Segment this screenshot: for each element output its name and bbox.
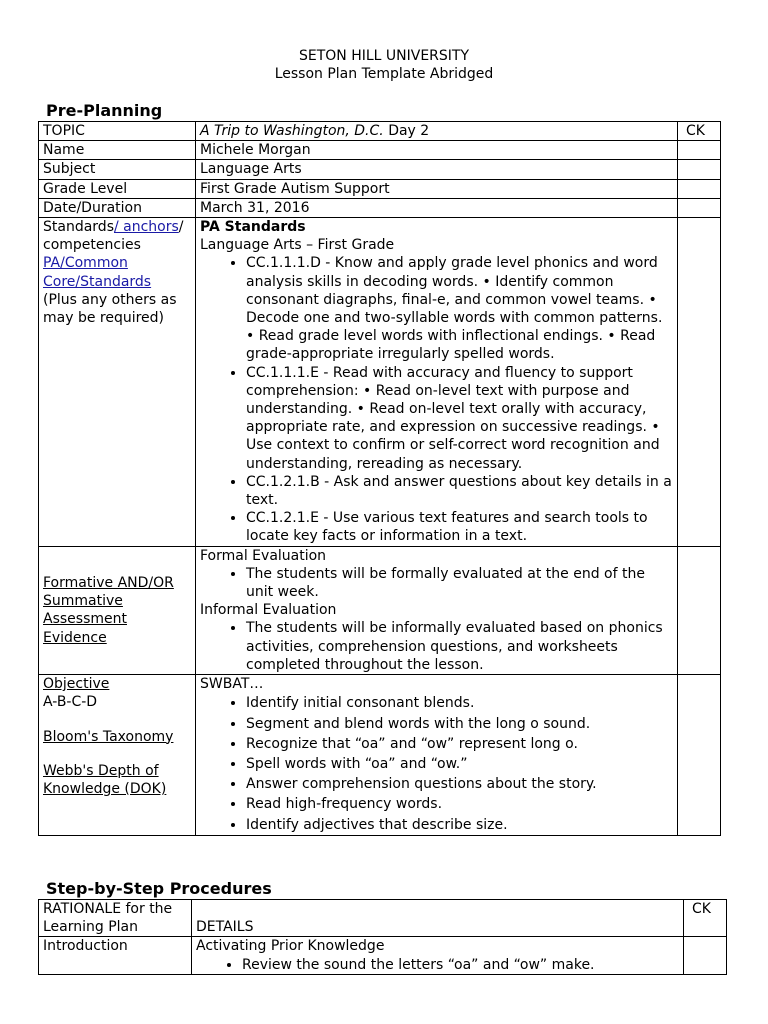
list-item: • Read high-frequency words. <box>246 794 673 814</box>
document-subtitle: Lesson Plan Template Abridged <box>274 66 494 82</box>
topic-day: Day 2 <box>383 123 430 139</box>
assessment-label-cell <box>39 546 196 674</box>
list-item: • Review the sound the letters “oa” and “ow” make. <box>242 956 679 974</box>
list-item: • Segment and blend words with the long o sound. <box>246 714 673 734</box>
spacer <box>43 712 191 728</box>
table-row <box>39 675 721 836</box>
list-item: • CC.1.2.1.B - Ask and answer questions about key details in a text. <box>246 473 673 509</box>
assessment-value <box>196 546 678 674</box>
standards-label <box>39 218 196 547</box>
objective-label-cell <box>39 675 196 836</box>
name-label: Name <box>39 141 196 160</box>
standards-subheading: Language Arts – First Grade <box>200 237 395 254</box>
ck-cell <box>678 141 721 160</box>
list-item: • Identify initial consonant blends. <box>246 693 673 713</box>
ck-header: CK <box>684 900 727 937</box>
formal-heading: Formal Evaluation <box>200 547 327 564</box>
standards-text: Standards <box>43 219 114 236</box>
table-row <box>39 937 727 974</box>
spacer <box>43 746 191 762</box>
intro-heading: Activating Prior Knowledge <box>196 938 385 955</box>
objective-abcd: A-B-C-D <box>43 694 98 711</box>
table-row <box>39 122 721 141</box>
ck-cell <box>678 179 721 198</box>
table-row <box>39 218 721 547</box>
standards-heading: PA Standards <box>200 219 306 236</box>
list-item: • CC.1.1.1.E - Read with accuracy and fluency to support comprehension: • Read on-level text with purpose and understanding. • Read on-level text orally with accuracy, appropriate rate, and expression on successive readings. • Use context to confirm or self-correct word recognition and understanding, rereading as necessary. <box>246 364 673 473</box>
procedures-table <box>38 899 727 975</box>
ck-cell <box>678 546 721 674</box>
date-label: Date/Duration <box>39 198 196 217</box>
informal-heading: Informal Evaluation <box>200 602 337 619</box>
objective-list <box>200 693 673 834</box>
list-item: • Identify adjectives that describe size. <box>246 815 673 835</box>
grade-label: Grade Level <box>39 179 196 198</box>
pre-planning-table <box>38 121 721 836</box>
ck-cell <box>678 218 721 547</box>
list-item: • CC.1.2.1.E - Use various text features and search tools to locate key facts or information in a text. <box>246 509 673 545</box>
ck-cell <box>678 198 721 217</box>
blooms-label: Bloom's Taxonomy <box>43 728 174 745</box>
pre-planning-title: Pre-Planning <box>46 101 163 120</box>
pa-common-core-link[interactable]: PA/Common Core/Standards <box>43 255 152 290</box>
assessment-label: Formative AND/OR Summative Assessment Evidence <box>43 574 174 646</box>
list-item: • The students will be informally evaluated based on phonics activities, comprehension questions, and worksheets completed throughout the lesson. <box>246 619 673 674</box>
list-item: • Answer comprehension questions about the story. <box>246 774 673 794</box>
objective-heading: SWBAT… <box>200 676 264 693</box>
standards-note: (Plus any others as may be required) <box>43 291 177 327</box>
anchors-link[interactable]: / anchors <box>113 219 179 236</box>
ck-cell <box>678 160 721 179</box>
webbs-label: Webb's Depth of Knowledge (DOK) <box>43 762 167 797</box>
intro-list <box>196 956 679 974</box>
subject-value: Language Arts <box>196 160 678 179</box>
rationale-label: RATIONALE for the Learning Plan <box>39 900 192 937</box>
informal-list <box>200 619 673 674</box>
details-label: DETAILS <box>192 900 684 937</box>
table-row <box>39 141 721 160</box>
name-value: Michele Morgan <box>196 141 678 160</box>
document-header <box>0 47 768 83</box>
formal-list <box>200 565 673 601</box>
topic-label: TOPIC <box>39 122 196 141</box>
intro-value <box>192 937 684 974</box>
procedures-title: Step-by-Step Procedures <box>46 879 272 898</box>
ck-header: CK <box>678 122 721 141</box>
list-item: • Spell words with “oa” and “ow.” <box>246 754 673 774</box>
objective-label: Objective <box>43 676 110 693</box>
topic-value <box>196 122 678 141</box>
table-row <box>39 546 721 674</box>
standards-list <box>200 254 673 545</box>
objective-value <box>196 675 678 836</box>
topic-title: A Trip to Washington, D.C. <box>200 123 384 139</box>
subject-label: Subject <box>39 160 196 179</box>
list-item: • The students will be formally evaluated at the end of the unit week. <box>246 565 673 601</box>
intro-label: Introduction <box>39 937 192 974</box>
standards-value <box>196 218 678 547</box>
list-item: • CC.1.1.1.D - Know and apply grade level phonics and word analysis skills in decoding words. • Identify common consonant diagraphs, final-e, and common vowel teams. • Decode one and two-syllable words with common patterns. • Read grade level words with inflectional endings. • Read grade-appropriate irregularly spelled words. <box>246 254 673 363</box>
table-row <box>39 900 727 937</box>
table-row <box>39 179 721 198</box>
university-name: SETON HILL UNIVERSITY <box>298 48 470 64</box>
grade-value: First Grade Autism Support <box>196 179 678 198</box>
ck-cell <box>678 675 721 836</box>
competencies-text: / competencies <box>43 219 184 254</box>
table-row <box>39 160 721 179</box>
list-item: • Recognize that “oa” and “ow” represent long o. <box>246 734 673 754</box>
ck-cell <box>684 937 727 974</box>
table-row <box>39 198 721 217</box>
date-value: March 31, 2016 <box>196 198 678 217</box>
